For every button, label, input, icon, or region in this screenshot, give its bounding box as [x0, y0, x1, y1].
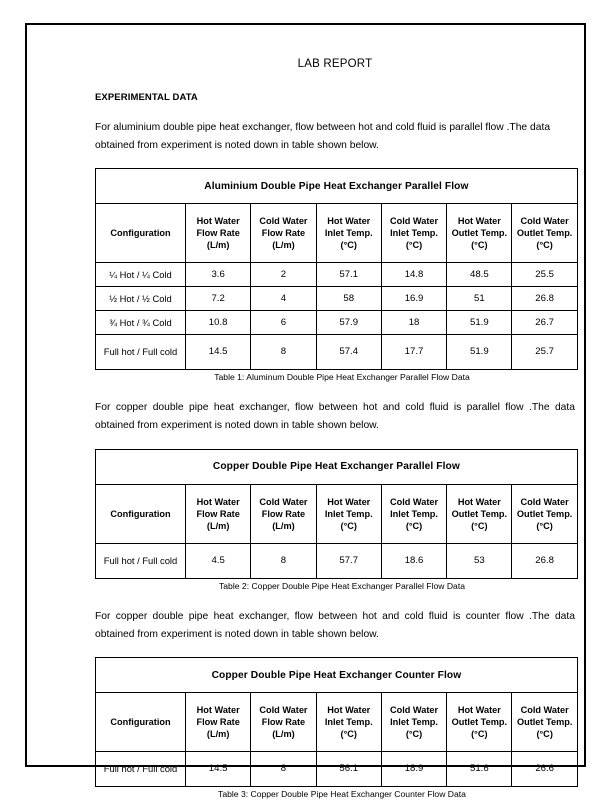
cell-configuration: Full hot / Full cold [96, 543, 186, 578]
cell-hot-inlet: 57.7 [316, 543, 381, 578]
cell-cold-flow: 8 [251, 752, 316, 787]
cell-hot-flow: 14.5 [186, 335, 251, 370]
table-header-row [96, 693, 578, 752]
paragraph-aluminium-parallel: For aluminium double pipe heat exchanger, flow between hot and cold fluid is parallel flow .The data obtained from experiment is noted down in table shown below. [95, 122, 551, 151]
table-1-caption: Table 1: Aluminum Double Pipe Heat Exchanger Parallel Flow Data [214, 372, 470, 383]
cell-cold-flow: 2 [251, 263, 316, 287]
cell-hot-outlet: 51.6 [447, 752, 512, 787]
table-header-row [96, 484, 578, 543]
section-heading-experimental-data: EXPERIMENTAL DATA [95, 92, 198, 103]
column-header-cold-water-outlet-temp: Cold Water Outlet Temp. (°C) [512, 204, 577, 263]
column-header-hot-water-inlet-temp: Hot Water Inlet Temp. (°C) [316, 484, 381, 543]
table-title-row [96, 658, 578, 693]
cell-configuration: ½ Hot / ½ Cold [96, 287, 186, 311]
table-2-wrapper [95, 449, 575, 591]
column-header-hot-water-outlet-temp: Hot Water Outlet Temp. (°C) [447, 204, 512, 263]
table-2-title: Copper Double Pipe Heat Exchanger Parallel Flow [96, 449, 578, 484]
column-header-hot-water-outlet-temp: Hot Water Outlet Temp. (°C) [447, 693, 512, 752]
paragraph-copper-parallel: For copper double pipe heat exchanger, flow between hot and cold fluid is parallel flow .The data obtained from experiment is noted down in table shown below. [95, 402, 575, 432]
column-header-cold-water-outlet-temp: Cold Water Outlet Temp. (°C) [512, 484, 577, 543]
spacer [95, 384, 575, 399]
table-3-wrapper [95, 657, 575, 799]
cell-hot-outlet: 51 [447, 287, 512, 311]
cell-cold-inlet: 18.6 [381, 543, 446, 578]
table-1-wrapper [95, 168, 575, 382]
cell-configuration: Full hot / Full cold [96, 335, 186, 370]
cell-cold-inlet: 14.8 [381, 263, 446, 287]
document-title: LAB REPORT [297, 58, 373, 70]
cell-configuration: Full hot / Full cold [96, 752, 186, 787]
cell-cold-flow: 8 [251, 543, 316, 578]
cell-hot-flow: 4.5 [186, 543, 251, 578]
table-copper-counter-flow [95, 657, 578, 787]
table-copper-parallel-flow [95, 449, 578, 579]
column-header-configuration: Configuration [96, 484, 186, 543]
cell-hot-flow: 7.2 [186, 287, 251, 311]
column-header-cold-water-flow-rate: Cold Water Flow Rate (L/m) [251, 484, 316, 543]
column-header-configuration: Configuration [96, 204, 186, 263]
cell-cold-inlet: 16.9 [381, 287, 446, 311]
column-header-cold-water-inlet-temp: Cold Water Inlet Temp. (°C) [381, 204, 446, 263]
spacer [95, 593, 575, 608]
cell-cold-outlet: 26.8 [512, 287, 577, 311]
table-row [96, 287, 578, 311]
cell-hot-outlet: 48.5 [447, 263, 512, 287]
cell-cold-outlet: 25.7 [512, 335, 577, 370]
column-header-configuration: Configuration [96, 693, 186, 752]
table-title-row [96, 169, 578, 204]
table-1-title: Aluminium Double Pipe Heat Exchanger Parallel Flow [96, 169, 578, 204]
cell-hot-flow: 10.8 [186, 311, 251, 335]
column-header-hot-water-inlet-temp: Hot Water Inlet Temp. (°C) [316, 693, 381, 752]
cell-hot-outlet: 53 [447, 543, 512, 578]
table-3-caption: Table 3: Copper Double Pipe Heat Exchanger Counter Flow Data [218, 789, 466, 800]
page-border [25, 23, 586, 800]
column-header-cold-water-flow-rate: Cold Water Flow Rate (L/m) [251, 693, 316, 752]
column-header-hot-water-flow-rate: Hot Water Flow Rate (L/m) [186, 693, 251, 752]
cell-cold-outlet: 26.8 [512, 543, 577, 578]
cell-cold-flow: 6 [251, 311, 316, 335]
column-header-hot-water-flow-rate: Hot Water Flow Rate (L/m) [186, 484, 251, 543]
table-row [96, 335, 578, 370]
column-header-hot-water-outlet-temp: Hot Water Outlet Temp. (°C) [447, 484, 512, 543]
paragraph-copper-counter: For copper double pipe heat exchanger, flow between hot and cold fluid is counter flow .The data obtained from experiment is noted down in table shown below. [95, 610, 575, 640]
cell-hot-inlet: 57.9 [316, 311, 381, 335]
column-header-cold-water-inlet-temp: Cold Water Inlet Temp. (°C) [381, 693, 446, 752]
cell-hot-flow: 3.6 [186, 263, 251, 287]
cell-cold-outlet: 26.7 [512, 311, 577, 335]
document-body [95, 58, 575, 801]
table-row [96, 311, 578, 335]
table-aluminium-parallel-flow [95, 168, 578, 370]
column-header-hot-water-inlet-temp: Hot Water Inlet Temp. (°C) [316, 204, 381, 263]
cell-hot-flow: 14.5 [186, 752, 251, 787]
table-2-caption: Table 2: Copper Double Pipe Heat Exchanger Parallel Flow Data [218, 580, 465, 591]
cell-cold-inlet: 18.9 [381, 752, 446, 787]
cell-cold-outlet: 25.5 [512, 263, 577, 287]
table-row [96, 543, 578, 578]
cell-hot-outlet: 51.9 [447, 335, 512, 370]
table-header-row [96, 204, 578, 263]
column-header-cold-water-inlet-temp: Cold Water Inlet Temp. (°C) [381, 484, 446, 543]
cell-configuration: ¾ Hot / ¾ Cold [96, 311, 186, 335]
cell-cold-inlet: 17.7 [381, 335, 446, 370]
table-3-title: Copper Double Pipe Heat Exchanger Counter Flow [96, 658, 578, 693]
cell-configuration: ¼ Hot / ¼ Cold [96, 263, 186, 287]
cell-hot-inlet: 56.1 [316, 752, 381, 787]
table-row [96, 752, 578, 787]
cell-cold-inlet: 18 [381, 311, 446, 335]
cell-hot-outlet: 51.9 [447, 311, 512, 335]
cell-hot-inlet: 57.1 [316, 263, 381, 287]
column-header-cold-water-outlet-temp: Cold Water Outlet Temp. (°C) [512, 693, 577, 752]
cell-hot-inlet: 57.4 [316, 335, 381, 370]
table-row [96, 263, 578, 287]
table-title-row [96, 449, 578, 484]
cell-hot-inlet: 58 [316, 287, 381, 311]
cell-cold-flow: 4 [251, 287, 316, 311]
cell-cold-outlet: 26.6 [512, 752, 577, 787]
cell-cold-flow: 8 [251, 335, 316, 370]
column-header-hot-water-flow-rate: Hot Water Flow Rate (L/m) [186, 204, 251, 263]
column-header-cold-water-flow-rate: Cold Water Flow Rate (L/m) [251, 204, 316, 263]
